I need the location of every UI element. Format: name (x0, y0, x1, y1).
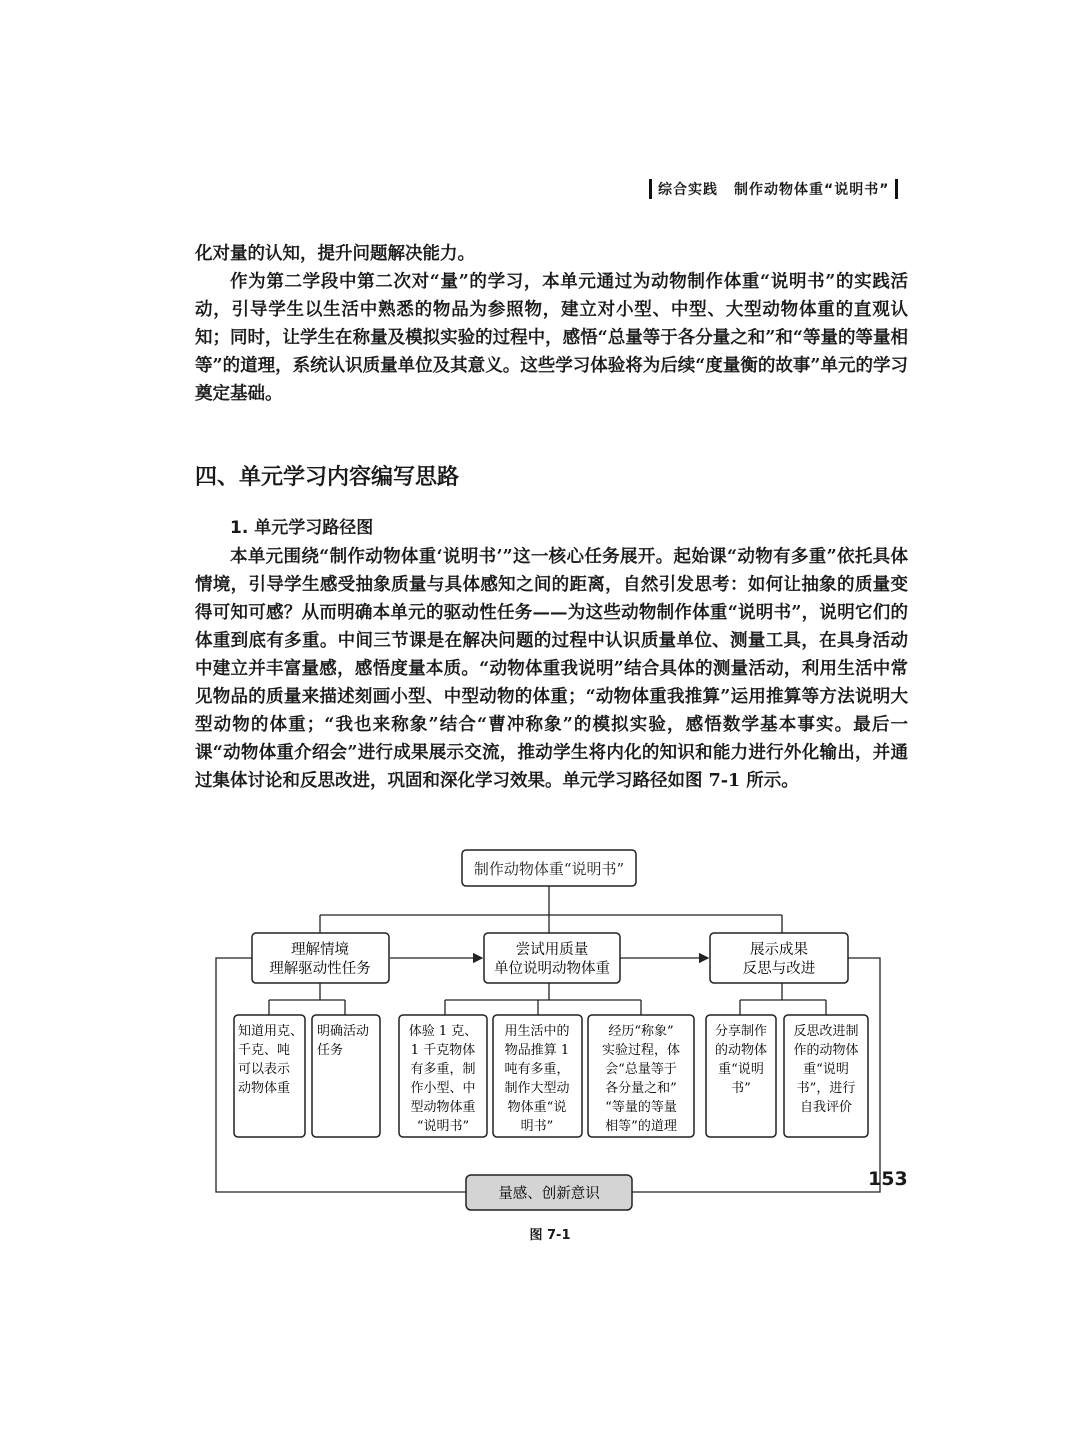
leaf-6-line-3: 重“说明 (718, 1062, 764, 1077)
leaf-5-line-6: 相等”的道理 (605, 1119, 677, 1134)
leaf-6-line-1: 分享制作 (714, 1024, 768, 1039)
diagram-root-label: 制作动物体重“说明书” (473, 860, 625, 878)
section-heading: 四、单元学习内容编写思路 (195, 465, 460, 490)
leaf-1-line-1: 知道用克、 (238, 1024, 304, 1039)
subheading: 1. 单元学习路径图 (230, 518, 374, 538)
stage-2-line-2: 单位说明动物体重 (494, 961, 610, 977)
leaf-5-line-5: “等量的等量 (605, 1100, 677, 1115)
diagram-stage-1 (252, 933, 389, 983)
leaf-3-line-2: 1 千克物体 (410, 1043, 476, 1058)
leaf-7-line-2: 作的动物体 (793, 1043, 859, 1058)
leaf-5-line-2: 实验过程，体 (601, 1043, 681, 1058)
leaf-1-line-3: 可以表示 (238, 1062, 291, 1077)
leaf-3-line-3: 有多重，制 (410, 1062, 476, 1077)
leaf-4-line-6: 明书” (520, 1119, 554, 1134)
diagram-bottom-box (466, 1175, 632, 1210)
stage-2-line-1: 尝试用质量 (515, 942, 589, 958)
diagram-leaf-6 (706, 1015, 776, 1137)
diagram-leaf-7 (784, 1015, 868, 1137)
diagram-leaf-5 (588, 1015, 694, 1137)
diagram-leaf-1 (234, 1015, 305, 1137)
leaf-1-line-4: 动物体重 (238, 1081, 291, 1096)
diagram-stage-2 (484, 933, 620, 983)
leaf-2-line-2: 任务 (317, 1043, 344, 1058)
diagram-bottom-label: 量感、创新意识 (498, 1186, 600, 1202)
leaf-4-line-4: 制作大型动 (504, 1081, 570, 1096)
diagram-leaf-2 (312, 1015, 380, 1137)
figure-caption: 图 7-1 (529, 1228, 571, 1243)
leaf-5-line-3: 会“总量等于 (605, 1062, 677, 1077)
leaf-4-line-1: 用生活中的 (504, 1024, 570, 1039)
diagram-stage-3 (710, 933, 848, 983)
page-number: 153 (868, 1168, 908, 1190)
diagram-leaf-3 (399, 1015, 487, 1137)
header-section: 综合实践 (658, 182, 718, 198)
paragraph-learning-path: 本单元围绕“制作动物体重‘说明书’”这一核心任务展开。起始课“动物有多重”依托具体情境，引导学生感受抽象质量与具体感知之间的距离，自然引发思考：如何让抽象的质量变得可知可感？从而明确本单元的驱动性任务——为这些动物制作体重“说明书”，说明它们的体重到底有多重。中间三节课是在解决问题的过程中认识质量单位、测量工具，在具身活动中建立并丰富量感，感悟度量本质。“动物体重我说明”结合具体的测量活动，利用生活中常见物品的质量来描述刻画小型、中型动物的体重；“动物体重我推算”运用推算等方法说明大型动物的体重；“我也来称象”结合“曹冲称象”的模拟实验，感悟数学基本事实。最后一课“动物体重介绍会”进行成果展示交流，推动学生将内化的知识和能力进行外化输出，并通过集体讨论和反思改进，巩固和深化学习效果。单元学习路径如图 7-1 所示。 (195, 547, 908, 791)
header-title: 制作动物体重“说明书” (734, 182, 890, 198)
leaf-3-line-4: 作小型、中 (410, 1081, 476, 1096)
diagram-leaf-4 (493, 1015, 582, 1137)
stage-1-line-2: 理解驱动性任务 (269, 961, 371, 977)
leaf-4-line-3: 吨有多重， (504, 1062, 570, 1077)
leaf-2-line-1: 明确活动 (317, 1024, 370, 1039)
leaf-6-line-2: 的动物体 (714, 1043, 768, 1058)
paragraph-unit-intro: 作为第二学段中第二次对“量”的学习，本单元通过为动物制作体重“说明书”的实践活动，引导学生以生活中熟悉的物品为参照物，建立对小型、中型、大型动物体重的直观认知；同时，让学生在称量及模拟实验的过程中，感悟“总量等于各分量之和”和“等量的等量相等”的道理，系统认识质量单位及其意义。这些学习体验将为后续“度量衡的故事”单元的学习奠定基础。 (195, 272, 908, 404)
leaf-7-line-3: 重“说明 (803, 1062, 849, 1077)
stage-3-line-2: 反思与改进 (742, 961, 816, 977)
leaf-1-line-2: 千克、吨 (238, 1043, 291, 1058)
leaf-4-line-2: 物品推算 1 (504, 1043, 570, 1058)
leaf-7-line-4: 书”，进行 (796, 1081, 856, 1096)
leaf-3-line-1: 体验 1 克、 (408, 1024, 478, 1039)
stage-3-line-1: 展示成果 (750, 942, 808, 958)
leaf-3-line-6: “说明书” (416, 1119, 470, 1134)
leaf-4-line-5: 物体重“说 (507, 1100, 567, 1115)
leaf-7-line-5: 自我评价 (799, 1100, 853, 1115)
leaf-7-line-1: 反思改进制 (793, 1024, 859, 1039)
stage-1-line-1: 理解情境 (291, 942, 349, 958)
leaf-6-line-4: 书” (731, 1081, 751, 1096)
leaf-3-line-5: 型动物体重 (410, 1100, 476, 1115)
leaf-5-line-4: 各分量之和” (605, 1081, 677, 1096)
paragraph-continuation: 化对量的认知，提升问题解决能力。 (195, 244, 475, 264)
leaf-5-line-1: 经历“称象” (608, 1024, 674, 1039)
